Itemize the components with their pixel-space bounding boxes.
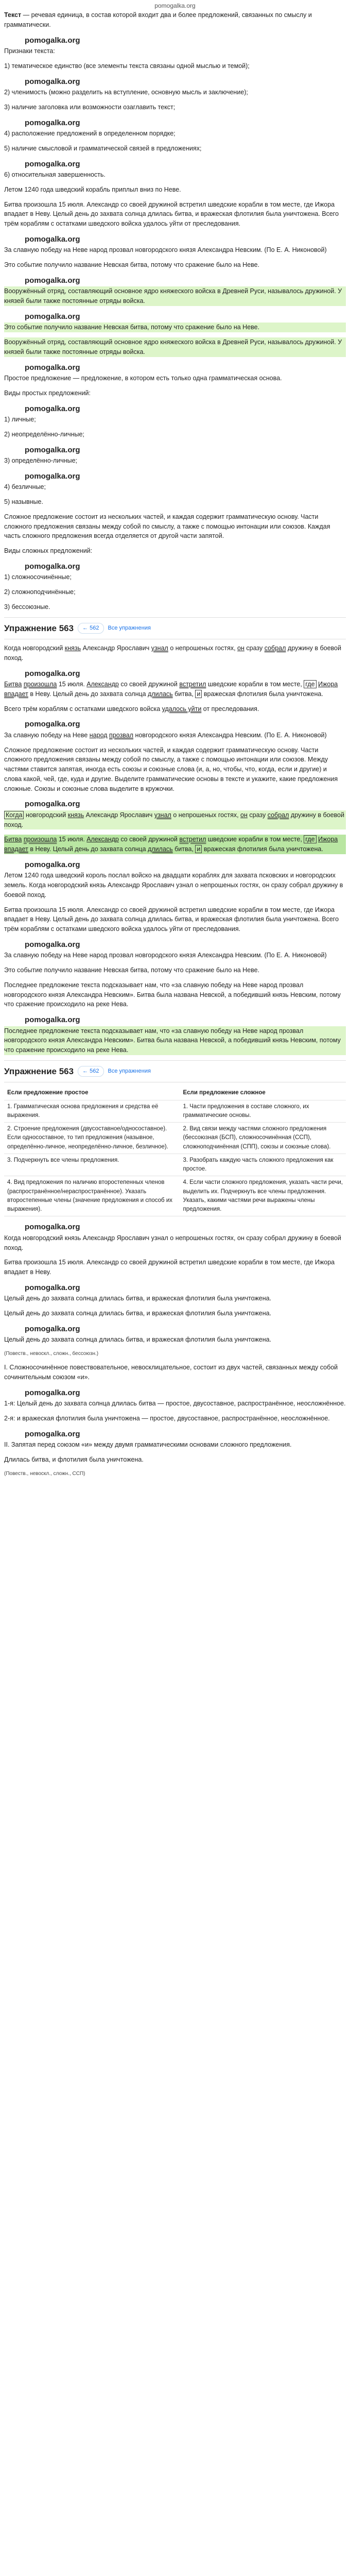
table-cell: 1. Грамматическая основа предложения и средства её выражения. <box>4 1100 180 1123</box>
sign-item: 2) членимость (можно разделить на вступление, основную мысль и заключение); <box>4 89 248 96</box>
watermark: pomogalka.org <box>25 720 80 729</box>
task-sentence: Целый день до захвата солнца длилась битва, и вражеская флотилия была уничтожена. <box>4 1336 272 1344</box>
table-row <box>4 1154 346 1176</box>
table-cell: 4. Вид предложения по наличию второстепенных членов (распространённое/нераспространённое). Указать второстепенные члены (значение предложения и способ их выражения). <box>4 1176 180 1216</box>
site-header[interactable]: pomogalka.org <box>154 2 196 9</box>
watermark: pomogalka.org <box>25 471 80 481</box>
watermark: pomogalka.org <box>25 276 80 285</box>
analysis-line: 1-я: Целый день до захвата солнца длилась битва — простое, двусоставное, распространённое, неосложнённое. <box>4 1400 346 1407</box>
watermark: pomogalka.org <box>25 159 80 168</box>
table-cell: 4. Если части сложного предложения, указать части речи, выделить их. Подчеркнуть все члены предложения. Указать, какими частями речи выражены члены предложения. <box>180 1176 346 1216</box>
prev-exercise-button[interactable]: ← 562 <box>78 623 103 634</box>
text-paragraph: Летом 1240 года шведский корабль приплыл вниз по Неве. <box>4 185 181 193</box>
repeat-paragraph: Битва произошла 15 июля. Александр со своей дружиной встретил шведские корабли в том месте, где Ижора впадает в Неву. Целый день до захвата солнца длилась битва, и вражеская флотилия была уничтожена. Всего трём кораблям с остатками шведского войска удалось уйти от преследования. <box>4 906 339 933</box>
watermark: pomogalka.org <box>25 1223 80 1232</box>
watermark: pomogalka.org <box>25 77 80 86</box>
prev-exercise-button[interactable]: ← 562 <box>78 1066 103 1077</box>
last-sentence-note-highlight: Последнее предложение текста подсказывает нам, что «за славную победу на Неве народ прозвал новгородского князя Александра Невским». Битва была названа Невской, а победивший князь Невским, потому что сражение происходило на реке Нева. <box>4 1026 346 1055</box>
repeat-paragraph: За славную победу на Неве народ прозвал новгородского князя Александра Невским. (По Е. А. Никоновой) <box>4 952 327 959</box>
analysis-line: II. Запятая перед союзом «и» между двумя грамматическими основами сложного предложения. <box>4 1441 292 1448</box>
druzhina-note-highlight: Вооружённый отряд, составляющий основное ядро княжеского войска в Древней Руси, называлось дружиной. У князей были также постоянные отряды войска. <box>4 337 346 357</box>
all-exercises-link[interactable]: Все упражнения <box>108 1068 151 1075</box>
repeat-paragraph: Летом 1240 года шведский король послал войско на двадцати кораблях для захвата псковских и новгородских земель. Когда новгородский князь Александр Ярославич узнал о непрошеных гостях, он сразу собрал дружину в боевой поход. <box>4 872 343 899</box>
complex-types-title: Виды сложных предложений: <box>4 547 93 554</box>
received-name-repeat: Это событие получило название Невская битва, потому что сражение было на Неве. <box>4 967 260 974</box>
analysis-line: (Повеств., невоскл., сложн., бессоюзн.) <box>4 1351 99 1357</box>
watermark: pomogalka.org <box>25 669 80 678</box>
watermark: pomogalka.org <box>25 234 80 244</box>
analysis-line: (Повеств., невоскл., сложн., ССП) <box>4 1470 85 1477</box>
watermark: pomogalka.org <box>25 800 80 809</box>
complex-note: Сложное предложение состоит из нескольких частей, и каждая содержит грамматическую основу. Части сложного предложения связаны между собой по смыслу, а также с помощью интонации или союзов. Между частями ставится запятая, иногда есть союзы и союзные слова (и, а, но, чтобы, что, когда, если и другие) и слова какой, чей, где, куда и другие. Выделите грамматические основы в тексте и укажите, какие предложения сложные. Союзы и союзные слова выделите в кружочки. <box>4 746 338 792</box>
watermark: pomogalka.org <box>25 860 80 869</box>
simple-types-title: Виды простых предложений: <box>4 389 91 397</box>
text-definition: Текст — речевая единица, в состав которой входит два и более предложений, связанных по смыслу и грамматически. <box>4 11 312 28</box>
divider <box>4 1060 346 1061</box>
marked-sentence: Битва произошла 15 июля. Александр со своей дружиной встретил шведские корабли в том месте, где Ижора впадает в Неву. Целый день до захвата солнца длилась битва, и вражеская флотилия была уничтожена. <box>4 681 338 698</box>
task-sentence: Битва произошла 15 июля. Александр со своей дружиной встретил шведские корабли в том месте, где Ижора впадает в Неву. <box>4 1259 335 1276</box>
marked-sentence: За славную победу на Неве народ прозвал новгородского князя Александра Невским. (По Е. А. Никоновой) <box>4 731 327 739</box>
watermark: pomogalka.org <box>25 1429 80 1438</box>
sign-item: 5) наличие смысловой и грамматической связей в предложениях; <box>4 144 202 152</box>
watermark: pomogalka.org <box>25 562 80 571</box>
task-sentence: Целый день до захвата солнца длилась битва, и вражеская флотилия была уничтожена. <box>4 1310 272 1317</box>
sign-item: 6) относительная завершенность. <box>4 171 106 178</box>
watermark: pomogalka.org <box>25 1324 80 1333</box>
simple-type: 4) безличные; <box>4 483 46 491</box>
table-header-cell: Если предложение сложное <box>180 1087 346 1100</box>
complex-type: 2) сложноподчинённые; <box>4 588 76 596</box>
divider <box>4 617 346 618</box>
marked-sentence-highlight: Битва произошла 15 июля. Александр со своей дружиной встретил шведские корабли в том месте, где Ижора впадает в Неву. Целый день до захвата солнца длилась битва, и вражеская флотилия была уничтожена. <box>4 835 346 854</box>
article <box>0 10 350 1478</box>
watermark: pomogalka.org <box>25 1283 80 1292</box>
table-cell: 2. Вид связи между частями сложного предложения (бессоюзная (БСП), сложносочинённая (ССП), сложноподчинённая (СПП), союзы и союзные слова). <box>180 1123 346 1154</box>
signs-title: Признаки текста: <box>4 47 55 55</box>
watermark: pomogalka.org <box>25 312 80 321</box>
watermark: pomogalka.org <box>25 1015 80 1024</box>
exercise-heading <box>4 622 346 635</box>
marked-sentence: Когда новгородский князь Александр Ярославич узнал о непрошеных гостях, он сразу собрал дружину в боевой поход. <box>4 645 341 662</box>
exercise-title: Упражнение 563 <box>4 623 74 633</box>
sign-item: 3) наличие заголовка или возможности озаглавить текст; <box>4 103 176 111</box>
watermark: pomogalka.org <box>25 1388 80 1397</box>
watermark: pomogalka.org <box>25 118 80 127</box>
table-cell: 2. Строение предложения (двусоставное/односоставное). Если односоставное, то тип предложения (назывное, определённо-личное, неопределённо-личное, безличное). <box>4 1123 180 1154</box>
simple-type: 3) определённо-личные; <box>4 457 78 464</box>
table-cell: 3. Подчеркнуть все члены предложения. <box>4 1154 180 1176</box>
last-sentence-note: Последнее предложение текста подсказывает нам, что «за славную победу на Неве народ прозвал новгородского князя Александра Невским». Битва была названа Невской, а победивший князь Невским, потому что сражение происходило на реке Нева. <box>4 981 341 1008</box>
marked-sentence-highlight: Когда новгородский князь Александр Ярославич узнал о непрошеных гостях, он сразу собрал дружину в боевой поход. <box>4 810 346 830</box>
complex-type: 1) сложносочинённые; <box>4 573 72 581</box>
simple-type: 1) личные; <box>4 416 36 423</box>
task-sentence: Когда новгородский князь Александр Ярославич узнал о непрошеных гостях, он сразу собрал дружину в боевой поход. <box>4 1234 341 1251</box>
answer-name: Это событие получило название Невская битва, потому что сражение было на Неве. <box>4 261 260 268</box>
watermark: pomogalka.org <box>25 445 80 454</box>
sign-item: 4) расположение предложений в определенном порядке; <box>4 130 176 137</box>
parsing-table <box>4 1087 346 1216</box>
text-paragraph: За славную победу на Неве народ прозвал новгородского князя Александра Невским. (По Е. А. Никоновой) <box>4 246 327 254</box>
simple-type: 5) назывные. <box>4 498 43 505</box>
table-row <box>4 1100 346 1123</box>
complex-definition: Сложное предложение состоит из нескольких частей, и каждая содержит грамматическую основу. Части сложного предложения связаны между собой по смыслу, а также с помощью интонации или союзов. Каждая часть сложного предложения всегда отделяется от другой части запятой. <box>4 513 330 540</box>
exercise-title: Упражнение 563 <box>4 1066 74 1076</box>
table-header-row <box>4 1087 346 1100</box>
analysis-line: I. Сложносочинённое повествовательное, невосклицательное, состоит из двух частей, связанных между собой сочинительным союзом «и». <box>4 1364 338 1381</box>
table-row <box>4 1123 346 1154</box>
table-cell: 3. Разобрать каждую часть сложного предложения как простое. <box>180 1154 346 1176</box>
table-cell: 1. Части предложения в составе сложного, их грамматические основы. <box>180 1100 346 1123</box>
sign-item: 1) тематическое единство (все элементы текста связаны одной мыслью и темой); <box>4 62 250 70</box>
simple-type: 2) неопределённо-личные; <box>4 430 84 438</box>
druzhina-note: Вооружённый отряд, составляющий основное ядро княжеского войска в Древней Руси, называлось дружиной. У князей были также постоянные отряды войска. <box>4 286 346 306</box>
text-paragraph: Битва произошла 15 июля. Александр со своей дружиной встретил шведские корабли в том месте, где Ижора впадает в Неву. Целый день до захвата солнца длилась битва, и вражеская флотилия была уничтожена. Всего трём кораблям с остатками шведского войска удалось уйти от преследования. <box>4 200 339 227</box>
watermark: pomogalka.org <box>25 404 80 413</box>
all-exercises-link[interactable]: Все упражнения <box>108 625 151 631</box>
analysis-line: Длилась битва, и флотилия была уничтожена. <box>4 1455 144 1463</box>
simple-definition: Простое предложение — предложение, в котором есть только одна грамматическая основа. <box>4 375 282 382</box>
table-header-cell: Если предложение простое <box>4 1087 180 1100</box>
watermark: pomogalka.org <box>25 36 80 45</box>
table-row <box>4 1176 346 1216</box>
watermark: pomogalka.org <box>25 940 80 949</box>
complex-type: 3) бессоюзные. <box>4 603 50 611</box>
exercise-heading-2 <box>4 1065 346 1078</box>
analysis-line: 2-я: и вражеская флотилия была уничтожена — простое, двусоставное, распространённое, неосложнённое. <box>4 1414 330 1422</box>
marked-sentence: Всего трём кораблям с остатками шведского войска удалось уйти от преследования. <box>4 705 259 713</box>
task-sentence: Целый день до захвата солнца длилась битва, и вражеская флотилия была уничтожена. <box>4 1295 272 1302</box>
watermark: pomogalka.org <box>25 363 80 372</box>
answer-name-highlight: Это событие получило название Невская битва, потому что сражение было на Неве. <box>4 323 346 332</box>
